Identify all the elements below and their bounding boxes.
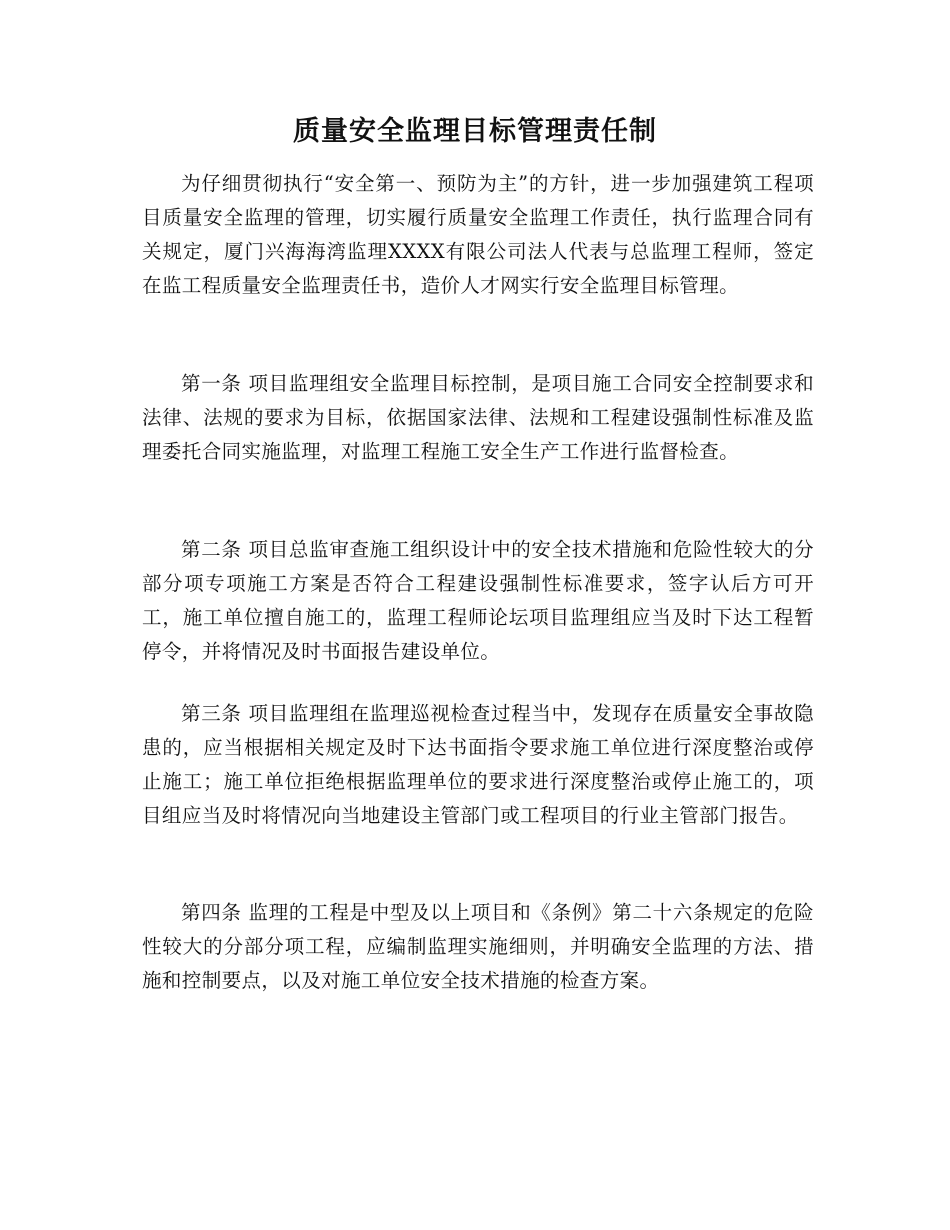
intro-paragraph: 为仔细贯彻执行“安全第一、预防为主”的方针，进一步加强建筑工程项目质量安全监理的管理，切实履行质量安全监理工作责任，执行监理合同有关规定，厦门兴海海湾监理XXXX有限公司法人代表与总监理工程师，签定在监工程质量安全监理责任书，造价人才网实行安全监理目标管理。: [142, 172, 814, 297]
document-title: 质量安全监理目标管理责任制: [293, 116, 657, 147]
article-3-paragraph: 第三条 项目监理组在监理巡视检查过程当中，发现存在质量安全事故隐患的，应当根据相关规定及时下达书面指令要求施工单位进行深度整治或停止施工；施工单位拒绝根据监理单位的要求进行深度整治或停止施工的，项目组应当及时将情况向当地建设主管部门或工程项目的行业主管部门报告。: [142, 702, 814, 827]
article-1-paragraph: 第一条 项目监理组安全监理目标控制，是项目施工合同安全控制要求和法律、法规的要求为目标，依据国家法律、法规和工程建设强制性标准及监理委托合同实施监理，对监理工程施工安全生产工作进行监督检查。: [142, 372, 814, 463]
article-2-paragraph: 第二条 项目总监审查施工组织设计中的安全技术措施和危险性较大的分部分项专项施工方案是否符合工程建设强制性标准要求，签字认后方可开工，施工单位擅自施工的，监理工程师论坛项目监理组应当及时下达工程暂停令，并将情况及时书面报告建设单位。: [142, 538, 814, 663]
article-4-paragraph: 第四条 监理的工程是中型及以上项目和《条例》第二十六条规定的危险性较大的分部分项工程，应编制监理实施细则，并明确安全监理的方法、措施和控制要点，以及对施工单位安全技术措施的检查方案。: [142, 901, 814, 992]
